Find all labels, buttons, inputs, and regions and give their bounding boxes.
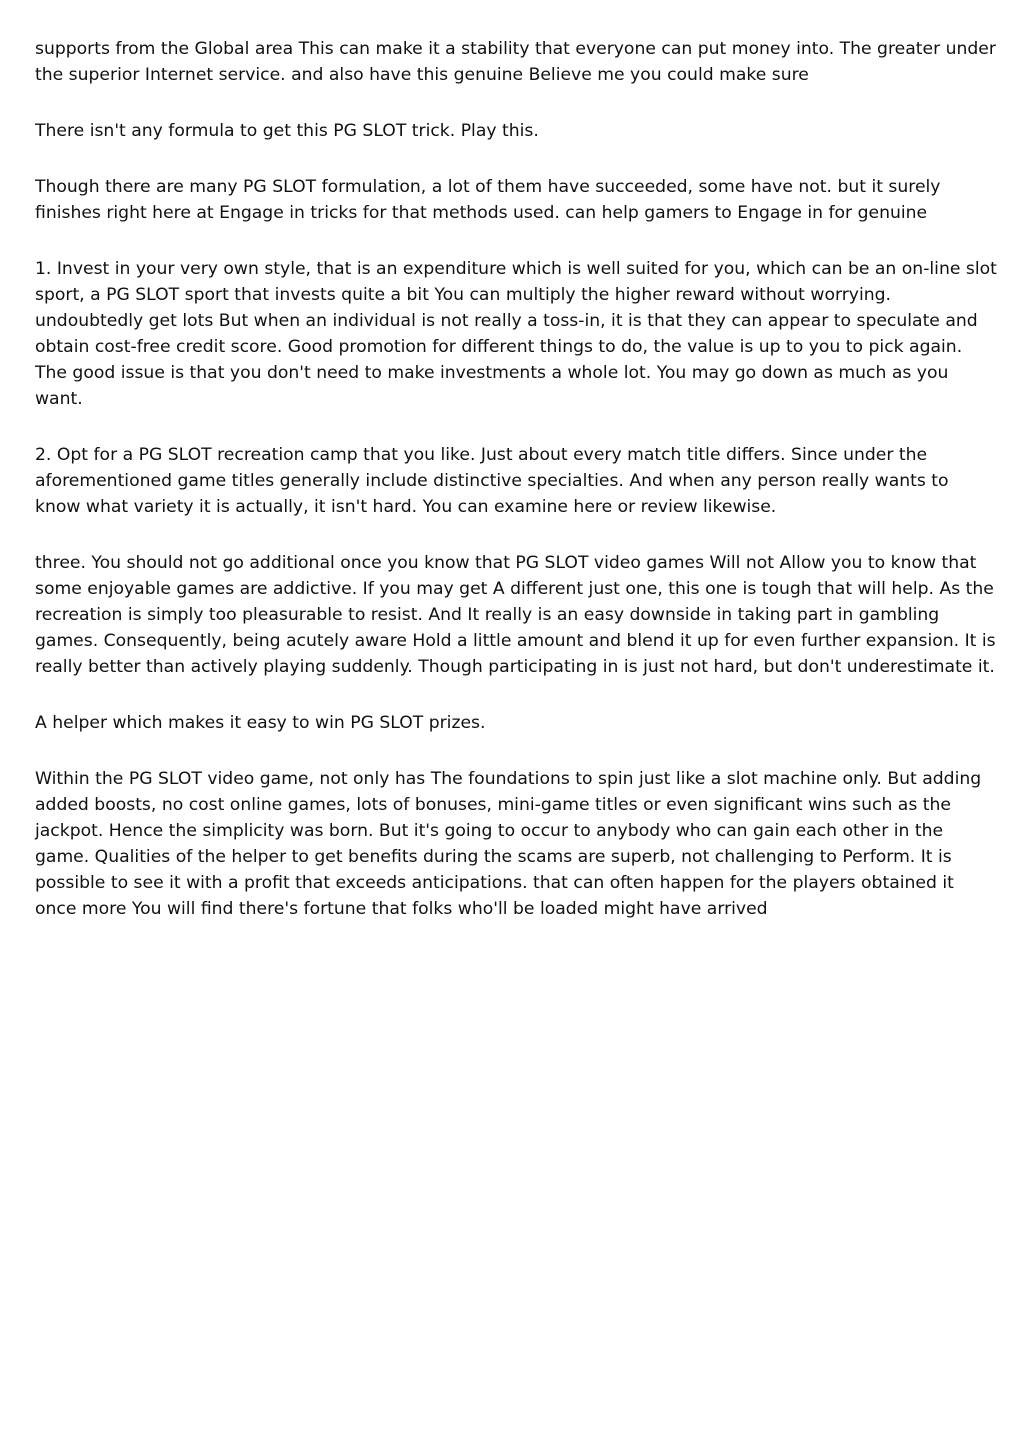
paragraph-7: A helper which makes it easy to win PG SLOT prizes.: [35, 713, 486, 733]
paragraph-6: three. You should not go additional once you know that PG SLOT video games Will not Allow you to know that some enjoyable games are addictive. If you may get A different just one, this one is tough that will help. As the recreation is simply too pleasurable to resist. And It really is an easy downside in taking part in gambling games. Consequently, being acutely aware Hold a little amount and blend it up for even further expansion. It is really better than actively playing suddenly. Though participating in is just not hard, but don't underestimate it.: [35, 553, 996, 677]
document-page: [35, 36, 997, 952]
paragraph-4: 1. Invest in your very own style, that is an expenditure which is well suited for you, which can be an on-line slot sport, a PG SLOT sport that invests quite a bit You can multiply the higher reward without worrying. undoubtedly get lots But when an individual is not really a toss-in, it is that they can appear to speculate and obtain cost-free credit score. Good promotion for different things to do, the value is up to you to pick again. The good issue is that you don't need to make investments a whole lot. You may go down as much as you want.: [35, 259, 997, 409]
paragraph-8: Within the PG SLOT video game, not only has The foundations to spin just like a slot machine only. But adding added boosts, no cost online games, lots of bonuses, mini-game titles or even significant wins such as the jackpot. Hence the simplicity was born. But it's going to occur to anybody who can gain each other in the game. Qualities of the helper to get benefits during the scams are superb, not challenging to Perform. It is possible to see it with a profit that exceeds anticipations. that can often happen for the players obtained it once more You will find there's fortune that folks who'll be loaded might have arrived: [35, 769, 982, 919]
paragraph-2: There isn't any formula to get this PG SLOT trick. Play this.: [35, 121, 539, 141]
paragraph-3: Though there are many PG SLOT formulation, a lot of them have succeeded, some have not. but it surely finishes right here at Engage in tricks for that methods used. can help gamers to Engage in for genuine: [35, 177, 941, 223]
paragraph-1: supports from the Global area This can make it a stability that everyone can put money into. The greater under the superior Internet service. and also have this genuine Believe me you could make sure: [35, 39, 996, 85]
paragraph-5: 2. Opt for a PG SLOT recreation camp that you like. Just about every match title differs. Since under the aforementioned game titles generally include distinctive specialties. And when any person really wants to know what variety it is actually, it isn't hard. You can examine here or review likewise.: [35, 445, 949, 517]
